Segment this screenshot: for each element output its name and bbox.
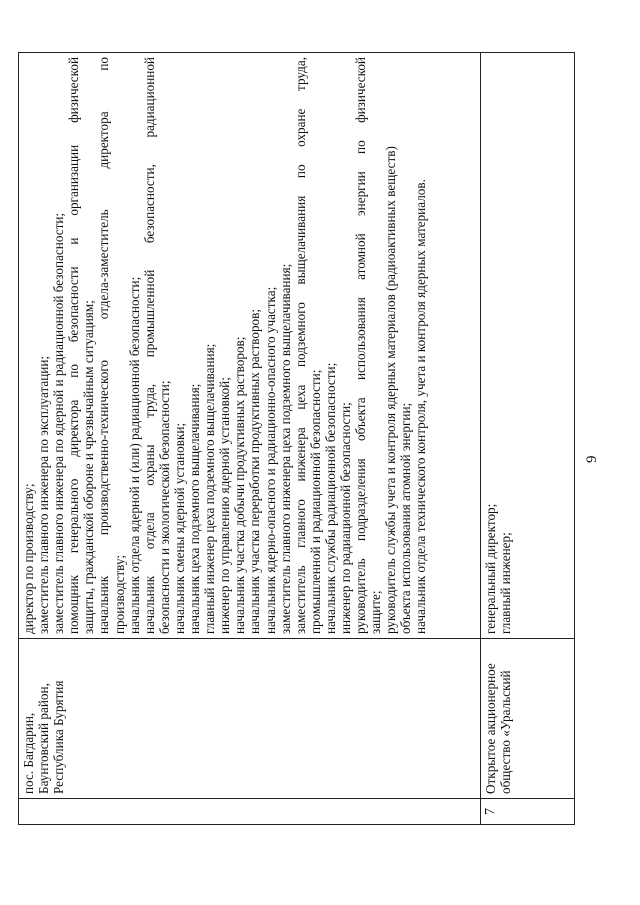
positions-list xyxy=(483,57,513,634)
position-line: начальник отдела ядерной и (или) радиационной безопасности; xyxy=(126,276,142,634)
position-line: промышленной и радиационной безопасности; xyxy=(307,369,323,634)
positions-cell xyxy=(19,53,481,639)
position-line: защите; xyxy=(368,590,384,634)
row-number: 7 xyxy=(482,808,498,815)
position-line: производству; xyxy=(111,554,127,634)
position-line: начальник ядерно-опасного и радиационно-опасного участка; xyxy=(262,286,278,634)
position-line: главный инженер; xyxy=(497,532,513,634)
position-line: начальник смены ядерной установки; xyxy=(171,422,187,634)
positions-table xyxy=(18,52,575,825)
position-line: начальник цеха подземного выщелачивания; xyxy=(187,383,203,634)
position-line: заместитель главного инженера цеха подземного выщелачивания; xyxy=(277,263,293,634)
position-line: заместитель главного инженера по ядерной и радиационной безопасности; xyxy=(51,212,67,634)
position-line: руководитель подразделения объекта использования атомной энергии по физической xyxy=(353,57,369,634)
position-line: главный инженер цеха подземного выщелачивания; xyxy=(202,343,218,634)
position-line: директор по производству; xyxy=(21,483,36,634)
position-line: начальник службы радиационной безопасности; xyxy=(322,362,338,634)
position-line: заместитель главного инженера по эксплуатации; xyxy=(36,355,52,634)
row-number-cell xyxy=(480,799,574,825)
position-line: инженер по радиационной безопасности; xyxy=(337,402,353,634)
organization-cell xyxy=(480,639,574,799)
position-line: инженер по управлению ядерной установкой; xyxy=(217,377,233,634)
table-row xyxy=(19,53,481,825)
row-number-cell xyxy=(19,799,481,825)
position-line: начальник производственно-технического отдела-заместитель директора по xyxy=(96,57,112,634)
position-line: безопасности и экологической безопасности; xyxy=(156,380,172,634)
position-line: генеральный директор; xyxy=(482,503,498,634)
page-number: 9 xyxy=(584,455,600,463)
organization-text: пос. Багдарин, Баунтовский район, Республика Бурятия xyxy=(21,680,67,794)
position-line: помощник генерального директора по безопасности и организации физической xyxy=(66,57,82,634)
positions-cell xyxy=(480,53,574,639)
position-line: защиты, гражданской обороне и чрезвычайным ситуациям; xyxy=(81,300,97,634)
position-line: заместитель главного инженера цеха подземного выщелачивания по охране труда, xyxy=(292,57,308,634)
position-line: руководитель службы учета и контроля ядерных материалов (радиоактивных веществ) xyxy=(383,146,399,634)
position-line: начальник участка добычи продуктивных растворов; xyxy=(232,336,248,634)
organization-text: Открытое акционерное общество «Уральский xyxy=(482,663,513,794)
position-line: начальник отдела технического контроля, учета и контроля ядерных материалов. xyxy=(413,179,429,634)
positions-list xyxy=(21,57,429,634)
position-line: начальник отдела охраны труда, промышленной безопасности, радиационной xyxy=(141,57,157,634)
table-row xyxy=(480,53,574,825)
position-line: начальник участка переработки продуктивных растворов; xyxy=(247,308,263,634)
organization-cell xyxy=(19,639,481,799)
position-line: объекта использования атомной энергии; xyxy=(398,402,414,634)
